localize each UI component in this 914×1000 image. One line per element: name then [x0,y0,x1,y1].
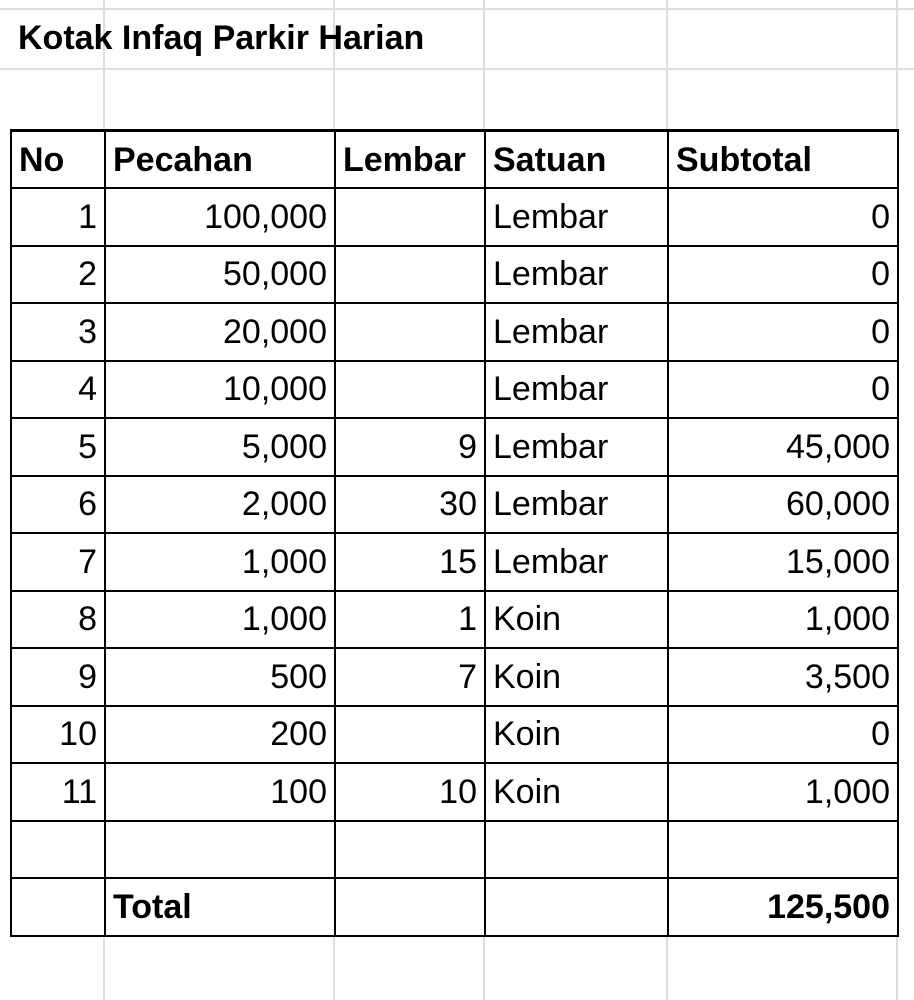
header-row [11,131,898,189]
cell-pecahan[interactable]: 500 [105,648,335,706]
cell-blank[interactable] [11,878,105,936]
cell-lembar[interactable] [335,246,485,304]
table-row [11,361,898,419]
table-row [11,648,898,706]
cell-blank[interactable] [485,821,668,879]
table-row [11,533,898,591]
cell-lembar[interactable] [335,188,485,246]
cell-no[interactable]: 5 [11,418,105,476]
header-subtotal[interactable]: Subtotal [668,131,898,189]
cell-pecahan[interactable]: 10,000 [105,361,335,419]
cell-satuan[interactable]: Koin [485,591,668,649]
table-row [11,706,898,764]
cell-lembar[interactable]: 9 [335,418,485,476]
cell-pecahan[interactable]: 50,000 [105,246,335,304]
cell-no[interactable]: 9 [11,648,105,706]
cell-pecahan[interactable]: 200 [105,706,335,764]
cell-no[interactable]: 4 [11,361,105,419]
table-row [11,591,898,649]
cell-lembar[interactable] [335,706,485,764]
cell-blank[interactable] [105,821,335,879]
cell-lembar[interactable] [335,361,485,419]
table-row [11,476,898,534]
cell-blank[interactable] [335,878,485,936]
cell-lembar[interactable]: 1 [335,591,485,649]
cell-satuan[interactable]: Koin [485,706,668,764]
cell-satuan[interactable]: Lembar [485,246,668,304]
denomination-table [10,129,899,937]
blank-row [11,821,898,879]
cell-satuan[interactable]: Lembar [485,361,668,419]
cell-satuan[interactable]: Lembar [485,533,668,591]
table-row [11,303,898,361]
header-no[interactable]: No [11,131,105,189]
sheet-title[interactable]: Kotak Infaq Parkir Harian [18,19,425,57]
cell-blank[interactable] [485,878,668,936]
cell-satuan[interactable]: Koin [485,763,668,821]
cell-pecahan[interactable]: 100,000 [105,188,335,246]
cell-subtotal[interactable]: 0 [668,361,898,419]
gridline [0,68,914,70]
cell-no[interactable]: 6 [11,476,105,534]
table-row [11,763,898,821]
cell-no[interactable]: 11 [11,763,105,821]
cell-pecahan[interactable]: 1,000 [105,533,335,591]
cell-no[interactable]: 1 [11,188,105,246]
table-row [11,418,898,476]
cell-subtotal[interactable]: 0 [668,303,898,361]
total-label[interactable]: Total [105,878,335,936]
cell-subtotal[interactable]: 0 [668,246,898,304]
cell-lembar[interactable]: 10 [335,763,485,821]
cell-subtotal[interactable]: 0 [668,706,898,764]
cell-satuan[interactable]: Koin [485,648,668,706]
header-satuan[interactable]: Satuan [485,131,668,189]
cell-no[interactable]: 7 [11,533,105,591]
cell-no[interactable]: 3 [11,303,105,361]
table-row [11,188,898,246]
cell-blank[interactable] [335,821,485,879]
cell-pecahan[interactable]: 20,000 [105,303,335,361]
cell-lembar[interactable] [335,303,485,361]
cell-subtotal[interactable]: 1,000 [668,591,898,649]
cell-satuan[interactable]: Lembar [485,418,668,476]
cell-pecahan[interactable]: 5,000 [105,418,335,476]
cell-no[interactable]: 2 [11,246,105,304]
header-pecahan[interactable]: Pecahan [105,131,335,189]
cell-subtotal[interactable]: 0 [668,188,898,246]
cell-satuan[interactable]: Lembar [485,476,668,534]
cell-subtotal[interactable]: 60,000 [668,476,898,534]
total-row [11,878,898,936]
cell-satuan[interactable]: Lembar [485,188,668,246]
total-value[interactable]: 125,500 [668,878,898,936]
cell-pecahan[interactable]: 2,000 [105,476,335,534]
cell-lembar[interactable]: 7 [335,648,485,706]
cell-subtotal[interactable]: 1,000 [668,763,898,821]
cell-lembar[interactable]: 15 [335,533,485,591]
cell-lembar[interactable]: 30 [335,476,485,534]
gridline [0,8,914,10]
cell-satuan[interactable]: Lembar [485,303,668,361]
table-row [11,246,898,304]
cell-blank[interactable] [11,821,105,879]
cell-no[interactable]: 8 [11,591,105,649]
cell-blank[interactable] [668,821,898,879]
header-lembar[interactable]: Lembar [335,131,485,189]
cell-subtotal[interactable]: 3,500 [668,648,898,706]
cell-no[interactable]: 10 [11,706,105,764]
cell-pecahan[interactable]: 1,000 [105,591,335,649]
cell-subtotal[interactable]: 45,000 [668,418,898,476]
cell-subtotal[interactable]: 15,000 [668,533,898,591]
cell-pecahan[interactable]: 100 [105,763,335,821]
